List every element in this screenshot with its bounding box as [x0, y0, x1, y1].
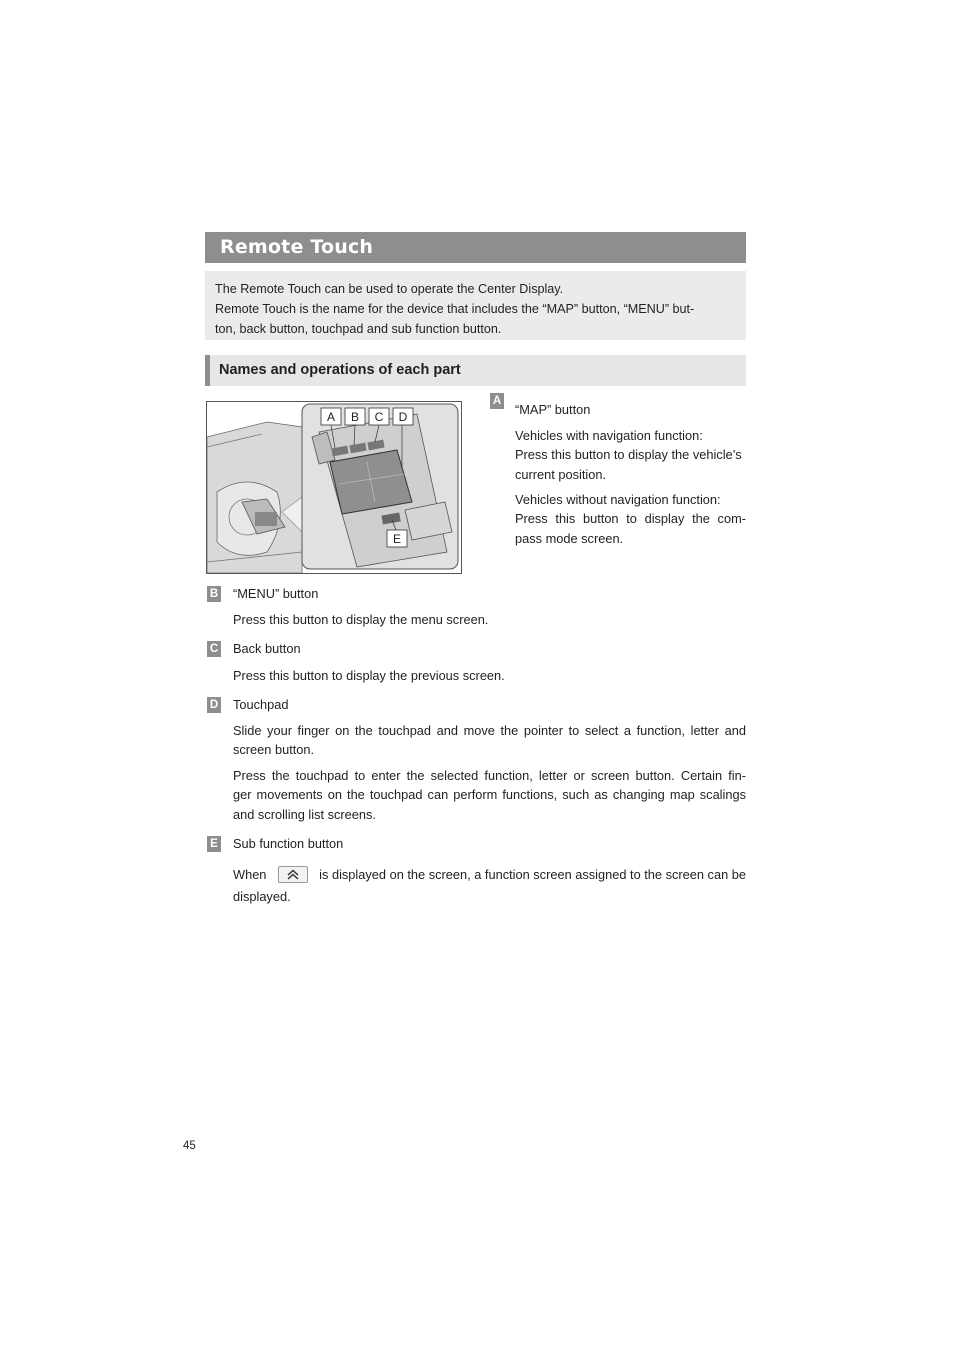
item-text: ger movements on the touchpad can perform functions, such as changing map scalings: [233, 787, 746, 802]
item-text: Vehicles without navigation function:: [515, 492, 721, 507]
callout-a: A: [326, 410, 336, 424]
item-text: Press this button to display the com-: [515, 511, 746, 526]
double-chevron-up-icon: [278, 866, 308, 883]
remote-touch-drawing: [207, 402, 461, 573]
item-text: When: [233, 867, 267, 882]
back-button-title: Back button: [233, 641, 301, 656]
intro-box: [205, 271, 746, 340]
callout-e: E: [392, 532, 402, 546]
item-marker-d: D: [207, 697, 221, 713]
item-text: Press the touchpad to enter the selected function, letter or screen button. Certain fin-: [233, 768, 746, 783]
intro-line: ton, back button, touchpad and sub function button.: [215, 322, 502, 336]
item-marker-c: C: [207, 641, 221, 657]
item-marker-e: E: [207, 836, 221, 852]
subsection-header: [205, 355, 746, 386]
item-text: and scrolling list screens.: [233, 807, 376, 822]
item-text: screen button.: [233, 742, 315, 757]
page-number: 45: [183, 1140, 196, 1152]
intro-line: The Remote Touch can be used to operate the Center Display.: [215, 282, 564, 296]
item-text: displayed.: [233, 889, 291, 904]
touchpad-title: Touchpad: [233, 697, 289, 712]
map-button-title: “MAP” button: [515, 402, 591, 417]
callout-c: C: [374, 410, 384, 424]
item-text: Slide your finger on the touchpad and move the pointer to select a function, letter and: [233, 723, 746, 738]
item-text: current position.: [515, 467, 607, 482]
sub-function-button-title: Sub function button: [233, 836, 344, 851]
callout-d: D: [398, 410, 408, 424]
remote-touch-illustration: [206, 401, 462, 574]
callout-b: B: [350, 410, 360, 424]
section-header: [205, 232, 746, 263]
item-text: Vehicles with navigation function:: [515, 428, 703, 443]
item-text: Press this button to display the menu screen.: [233, 612, 489, 627]
menu-button-title: “MENU” button: [233, 586, 319, 601]
item-marker-b: B: [207, 586, 221, 602]
section-title: Remote Touch: [220, 236, 374, 258]
item-text: Press this button to display the previous screen.: [233, 668, 505, 683]
item-text: is displayed on the screen, a function screen assigned to the screen can be: [319, 867, 746, 882]
item-text: Press this button to display the vehicle’s: [515, 447, 742, 462]
item-text: pass mode screen.: [515, 531, 624, 546]
sub-function-description: [233, 865, 746, 885]
intro-line: Remote Touch is the name for the device that includes the “MAP” button, “MENU” but-: [215, 302, 695, 316]
item-marker-a: A: [490, 393, 504, 409]
subsection-title: Names and operations of each part: [219, 362, 461, 378]
